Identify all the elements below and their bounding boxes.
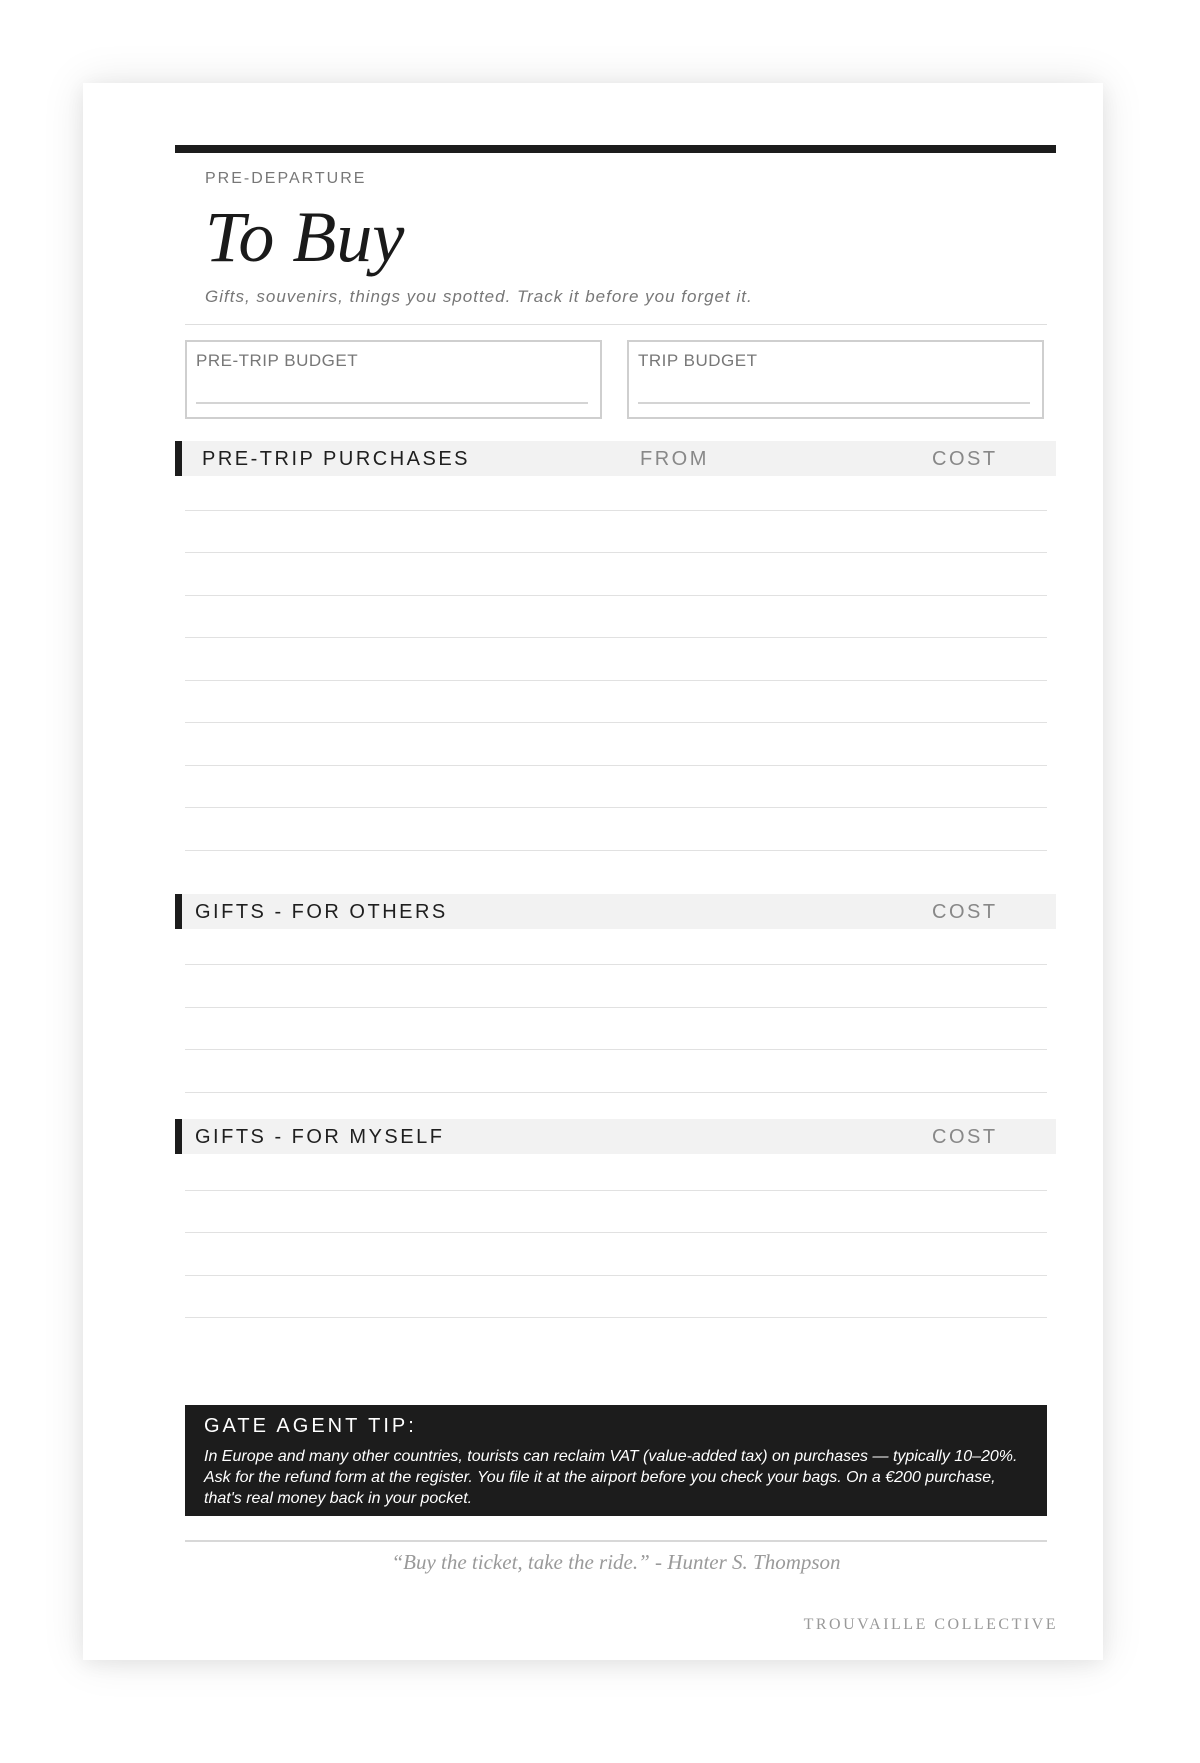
pre-trip-budget-label: PRE-TRIP BUDGET	[196, 351, 359, 370]
write-line	[185, 595, 1047, 596]
section-marker	[175, 441, 182, 476]
top-accent-bar	[175, 145, 1056, 153]
gate-agent-tip-box	[185, 1405, 1047, 1516]
pre-trip-purchases-header	[175, 441, 1056, 476]
tip-body: In Europe and many other countries, tourists can reclaim VAT (value-added tax) on purchases — typically 10–20%. Ask for the refund form at the register. You file it at the airport before you check your bags. On a €200 purchase, that's real money back in your pocket.	[204, 1448, 1018, 1507]
pre-trip-budget-line	[196, 402, 588, 404]
planner-page	[83, 83, 1103, 1660]
gifts-for-others-header	[175, 894, 1056, 929]
write-line	[185, 637, 1047, 638]
page-title: To Buy	[205, 197, 405, 277]
brand-wordmark: TROUVAILLE COLLECTIVE	[803, 1616, 1058, 1633]
write-line	[185, 680, 1047, 681]
write-line	[185, 1007, 1047, 1008]
page-eyebrow: PRE-DEPARTURE	[205, 170, 367, 187]
write-line	[185, 552, 1047, 553]
write-line	[185, 1317, 1047, 1318]
write-line	[185, 964, 1047, 965]
write-line	[185, 1232, 1047, 1233]
pre-trip-purchases-title: PRE-TRIP PURCHASES	[202, 448, 471, 470]
write-line	[185, 510, 1047, 511]
pre-trip-budget-field[interactable]	[185, 340, 602, 419]
divider	[185, 324, 1047, 325]
trip-budget-field[interactable]	[627, 340, 1044, 419]
cost-column-header: COST	[932, 448, 998, 470]
divider	[185, 1540, 1047, 1542]
gifts-for-myself-title: GIFTS - FOR MYSELF	[195, 1126, 445, 1148]
trip-budget-line	[638, 402, 1030, 404]
from-column-header: FROM	[640, 448, 709, 470]
cost-column-header: COST	[932, 901, 998, 923]
write-line	[185, 1190, 1047, 1191]
page-subtitle: Gifts, souvenirs, things you spotted. Track it before you forget it.	[205, 287, 753, 306]
write-line	[185, 1275, 1047, 1276]
quote: “Buy the ticket, take the ride.” - Hunter S. Thompson	[391, 1550, 841, 1574]
write-line	[185, 765, 1047, 766]
write-line	[185, 807, 1047, 808]
write-line	[185, 850, 1047, 851]
section-marker	[175, 1119, 182, 1154]
write-line	[185, 1092, 1047, 1093]
cost-column-header: COST	[932, 1126, 998, 1148]
tip-title: GATE AGENT TIP:	[204, 1415, 417, 1437]
section-marker	[175, 894, 182, 929]
gifts-for-others-title: GIFTS - FOR OTHERS	[195, 901, 448, 923]
write-line	[185, 1049, 1047, 1050]
gifts-for-myself-header	[175, 1119, 1056, 1154]
write-line	[185, 722, 1047, 723]
trip-budget-label: TRIP BUDGET	[638, 351, 758, 370]
